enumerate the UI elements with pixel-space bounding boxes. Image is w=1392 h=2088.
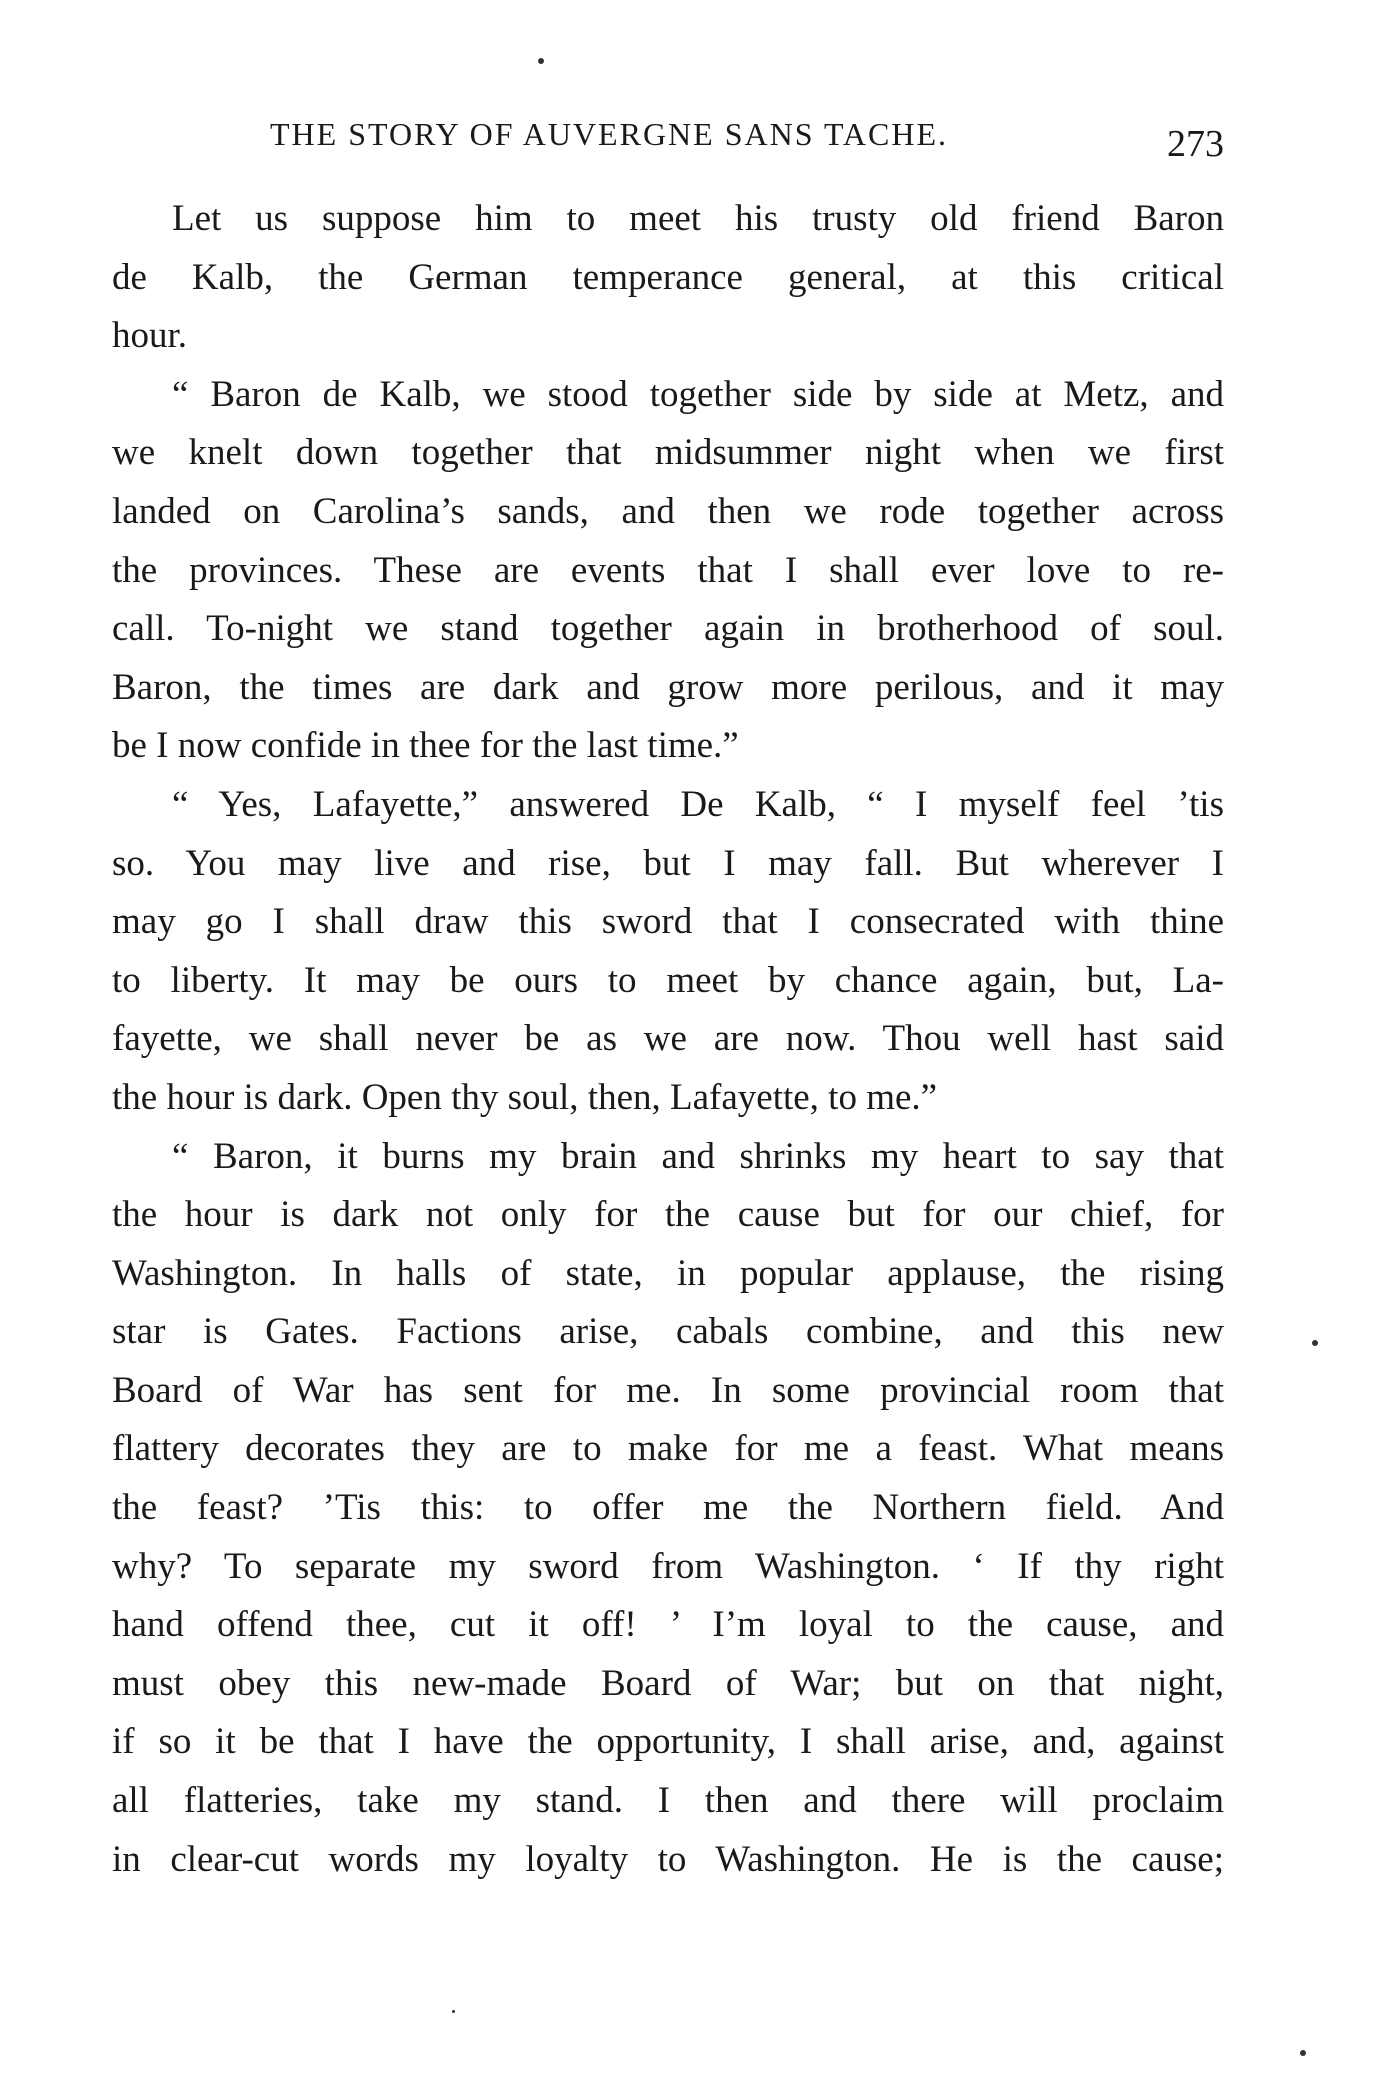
scan-speck [1300, 2050, 1306, 2056]
text-line: fayette, we shall never be as we are now. Thou well hast said [112, 1018, 1224, 1060]
text-line: why? To separate my sword from Washington. ‘ If thy right [112, 1545, 1224, 1587]
text-line: the provinces. These are events that I shall ever love to re- [112, 549, 1224, 591]
text-line: de Kalb, the German temperance general, at this critical [112, 256, 1224, 298]
text-line: must obey this new-made Board of War; but on that night, [112, 1662, 1224, 1704]
text-line: Let us suppose him to meet his trusty old friend Baron [172, 198, 1224, 239]
text-line: be I now confide in thee for the last time.” [112, 725, 739, 767]
text-line: Washington. In halls of state, in popular applause, the rising [112, 1252, 1224, 1294]
body-text [112, 190, 1224, 1889]
text-line: star is Gates. Factions arise, cabals combine, and this new [112, 1311, 1224, 1353]
text-line: we knelt down together that midsummer night when we first [112, 432, 1224, 474]
paragraph [112, 776, 1224, 1128]
text-line: hour. [112, 315, 188, 357]
paragraph [112, 366, 1224, 776]
text-line: landed on Carolina’s sands, and then we rode together across [112, 490, 1224, 532]
text-line: “ Yes, Lafayette,” answered De Kalb, “ I myself feel ’tis [172, 783, 1224, 825]
page-number: 273 [1167, 123, 1224, 165]
text-line: the hour is dark not only for the cause but for our chief, for [112, 1194, 1224, 1236]
text-line: “ Baron, it burns my brain and shrinks my heart to say that [172, 1135, 1224, 1177]
text-line: if so it be that I have the opportunity, I shall arise, and, against [112, 1721, 1224, 1763]
text-line: “ Baron de Kalb, we stood together side by side at Metz, and [172, 373, 1224, 415]
paragraph [112, 190, 1224, 366]
text-line: flattery decorates they are to make for me a feast. What means [112, 1428, 1224, 1470]
text-line: the feast? ’Tis this: to offer me the Northern field. And [112, 1487, 1224, 1529]
text-line: may go I shall draw this sword that I consecrated with thine [112, 901, 1224, 943]
scan-speck [452, 2010, 455, 2013]
paragraph [112, 1128, 1224, 1890]
scan-speck [1312, 1340, 1318, 1346]
scan-speck [538, 58, 544, 64]
text-line: all flatteries, take my stand. I then and there will proclaim [112, 1780, 1224, 1822]
text-line: to liberty. It may be ours to meet by chance again, but, La- [112, 959, 1224, 1001]
text-line: hand offend thee, cut it off! ’ I’m loyal to the cause, and [112, 1604, 1224, 1646]
text-line: Baron, the times are dark and grow more perilous, and it may [112, 666, 1224, 708]
text-line: Board of War has sent for me. In some provincial room that [112, 1369, 1224, 1411]
running-head: THE STORY OF AUVERGNE SANS TACHE. [270, 116, 949, 152]
page-header [112, 108, 1224, 168]
text-line: the hour is dark. Open thy soul, then, Lafayette, to me.” [112, 1076, 938, 1118]
text-line: call. To-night we stand together again in brotherhood of soul. [112, 608, 1224, 650]
text-line: so. You may live and rise, but I may fall. But wherever I [112, 842, 1224, 884]
text-line: in clear-cut words my loyalty to Washington. He is the cause; [112, 1838, 1224, 1880]
